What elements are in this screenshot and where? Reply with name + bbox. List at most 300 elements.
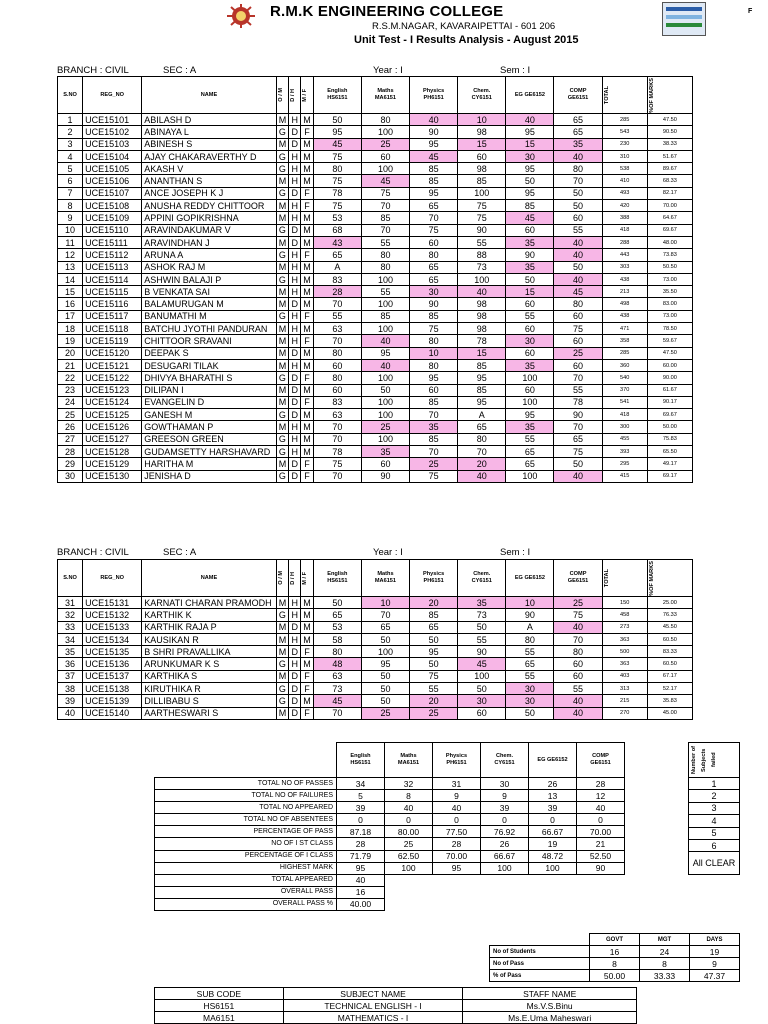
cell: 7 xyxy=(58,187,83,199)
cell: B VENKATA SAI xyxy=(142,286,276,298)
table-row xyxy=(58,273,693,285)
cell: 50 xyxy=(410,633,458,645)
stats-label: PERCENTAGE OF PASS xyxy=(155,826,337,838)
cell: 65 xyxy=(554,126,602,138)
cell: UCE15119 xyxy=(83,335,142,347)
cell: 393 xyxy=(602,446,647,458)
cell: 100 xyxy=(361,372,409,384)
cell: H xyxy=(289,359,301,371)
quota-value: 47.37 xyxy=(690,970,740,982)
subject-name: Chem. xyxy=(473,571,491,577)
cell: 55 xyxy=(361,236,409,248)
cell: 40 xyxy=(361,359,409,371)
col-subject-1 xyxy=(361,77,409,114)
cell: UCE15120 xyxy=(83,347,142,359)
cell: 50 xyxy=(506,707,554,719)
cell: D xyxy=(289,683,301,695)
empty-cell xyxy=(385,874,433,886)
subject-cell: Ms.V.S.Binu xyxy=(463,1000,637,1012)
cell: H xyxy=(289,633,301,645)
cell: 98 xyxy=(458,163,506,175)
subject-code: CY6151 xyxy=(494,760,515,766)
cell: H xyxy=(289,310,301,322)
corner-mark: F xyxy=(748,8,753,15)
subject-code: HS6151 xyxy=(327,95,348,101)
table-row xyxy=(58,310,693,322)
stats-value: 9 xyxy=(481,790,529,802)
cell: KARTHIK K xyxy=(142,609,276,621)
cell: M xyxy=(276,335,289,347)
cell: D xyxy=(289,236,301,248)
cell: KIRUTHIKA R xyxy=(142,683,276,695)
cell: 73 xyxy=(458,609,506,621)
cell: 50 xyxy=(313,597,361,609)
cell: 100 xyxy=(458,670,506,682)
cell: M xyxy=(276,323,289,335)
cell: M xyxy=(276,396,289,408)
cell: 285 xyxy=(602,114,647,126)
col-subject-3 xyxy=(481,743,529,778)
cell: 50 xyxy=(361,670,409,682)
cell: 25 xyxy=(361,421,409,433)
cell: 2 xyxy=(58,126,83,138)
col-subject-5 xyxy=(577,743,625,778)
cell: 403 xyxy=(602,670,647,682)
totals-value: 40.00 xyxy=(337,898,385,910)
subject-code: CY6151 xyxy=(471,578,492,584)
cell: 85 xyxy=(361,310,409,322)
cell: UCE15128 xyxy=(83,446,142,458)
stats-row xyxy=(155,802,625,814)
stats-value: 71.79 xyxy=(337,850,385,862)
cell: 52.17 xyxy=(647,683,692,695)
failed-row xyxy=(689,839,740,851)
cell: 35 xyxy=(458,597,506,609)
stats-value: 95 xyxy=(337,862,385,874)
stats-value: 48.72 xyxy=(529,850,577,862)
cell: 20 xyxy=(410,597,458,609)
col-subject-2 xyxy=(410,77,458,114)
cell: 64.67 xyxy=(647,212,692,224)
cell: D xyxy=(289,409,301,421)
col-subject-1 xyxy=(385,743,433,778)
cell: D xyxy=(289,621,301,633)
subject-name: Maths xyxy=(400,753,417,759)
cell: UCE15127 xyxy=(83,433,142,445)
cell: F xyxy=(301,470,314,482)
table-row xyxy=(58,646,693,658)
failed-value: All CLEAR xyxy=(689,852,740,875)
empty-cell xyxy=(385,898,433,910)
subject-name: English xyxy=(327,571,348,577)
table-row xyxy=(58,236,693,248)
cell: 30 xyxy=(506,695,554,707)
failed-row xyxy=(689,778,740,790)
failed-value: 1 xyxy=(689,778,740,790)
cell: UCE15115 xyxy=(83,286,142,298)
stats-value: 52.50 xyxy=(577,850,625,862)
cell: 69.67 xyxy=(647,409,692,421)
cell: ARUNKUMAR K S xyxy=(142,658,276,670)
failed-value: 6 xyxy=(689,839,740,851)
cell: M xyxy=(301,236,314,248)
cell: 100 xyxy=(458,273,506,285)
cell: 21 xyxy=(58,359,83,371)
col-dh-label: D / H xyxy=(290,571,297,585)
cell: 68.33 xyxy=(647,175,692,187)
cell: 36 xyxy=(58,658,83,670)
cell: 50 xyxy=(410,658,458,670)
cell: 458 xyxy=(602,609,647,621)
cell: 15 xyxy=(506,286,554,298)
cell: 60 xyxy=(361,150,409,162)
cell: 40 xyxy=(554,695,602,707)
cell: F xyxy=(301,670,314,682)
cell: 40 xyxy=(458,470,506,482)
cell: 47.50 xyxy=(647,347,692,359)
quota-value: 50.00 xyxy=(590,970,640,982)
cell: 55 xyxy=(506,646,554,658)
stats-value: 100 xyxy=(385,862,433,874)
cell: M xyxy=(276,114,289,126)
col-reg-no: REG_NO xyxy=(83,77,142,114)
cell: 90 xyxy=(458,646,506,658)
cell: F xyxy=(301,458,314,470)
cell: H xyxy=(289,609,301,621)
cell: H xyxy=(289,175,301,187)
subject-code: HS6151 xyxy=(350,760,371,766)
cell: 95 xyxy=(458,396,506,408)
cell: 60.50 xyxy=(647,658,692,670)
stats-value: 0 xyxy=(433,814,481,826)
cell: 88 xyxy=(458,249,506,261)
stats-value: 28 xyxy=(577,778,625,790)
cell: M xyxy=(301,138,314,150)
quota-value: 16 xyxy=(590,946,640,958)
cell: 303 xyxy=(602,261,647,273)
cell: 82.17 xyxy=(647,187,692,199)
cell: 10 xyxy=(458,114,506,126)
cell: 70 xyxy=(554,372,602,384)
cell: UCE15129 xyxy=(83,458,142,470)
cell: H xyxy=(289,286,301,298)
quota-value: 33.33 xyxy=(640,970,690,982)
subject-name: Chem. xyxy=(495,753,514,759)
col-om-label: O / M xyxy=(277,88,284,102)
cell: 70 xyxy=(361,609,409,621)
subject-code: GE6151 xyxy=(567,95,589,101)
cell: 60 xyxy=(506,298,554,310)
cell: 55 xyxy=(361,286,409,298)
cell: 1 xyxy=(58,114,83,126)
cell: UCE15118 xyxy=(83,323,142,335)
stats-row xyxy=(155,814,625,826)
quota-row xyxy=(490,970,740,982)
cell: 90 xyxy=(554,409,602,421)
cell: 26 xyxy=(58,421,83,433)
cell: 78.50 xyxy=(647,323,692,335)
subject-statistics-table xyxy=(154,742,625,911)
quota-value: 24 xyxy=(640,946,690,958)
subject-code: GE6151 xyxy=(590,760,611,766)
cell: 19 xyxy=(58,335,83,347)
cell: M xyxy=(301,175,314,187)
stats-row xyxy=(155,826,625,838)
cell: 65 xyxy=(410,273,458,285)
empty-cell xyxy=(433,898,481,910)
cell: G xyxy=(276,224,289,236)
cell: 438 xyxy=(602,310,647,322)
failed-value: 5 xyxy=(689,827,740,839)
cell: UCE15135 xyxy=(83,646,142,658)
cell: 76.33 xyxy=(647,609,692,621)
stats-row xyxy=(155,862,625,874)
cell: 538 xyxy=(602,163,647,175)
table-row xyxy=(58,138,693,150)
cell: 20 xyxy=(410,695,458,707)
college-emblem-icon xyxy=(224,4,258,28)
cell: 90.00 xyxy=(647,372,692,384)
subject-name: EG GE6152 xyxy=(514,574,545,581)
cell: 85 xyxy=(506,200,554,212)
cell: UCE15133 xyxy=(83,621,142,633)
stats-value: 62.50 xyxy=(385,850,433,862)
cell: 60 xyxy=(554,212,602,224)
cell: 61.67 xyxy=(647,384,692,396)
stats-value: 19 xyxy=(529,838,577,850)
cell: D xyxy=(289,384,301,396)
cell: 85 xyxy=(361,212,409,224)
blank-cell xyxy=(490,934,590,946)
cell: 95 xyxy=(313,126,361,138)
stats-row xyxy=(155,850,625,862)
cell: 40 xyxy=(58,707,83,719)
cell: 40 xyxy=(554,273,602,285)
cell: 17 xyxy=(58,310,83,322)
failed-header xyxy=(689,743,740,778)
cell: 43 xyxy=(313,236,361,248)
col-percent-label: %OF MARKS xyxy=(648,77,655,113)
cell: AKASH V xyxy=(142,163,276,175)
cell: H xyxy=(289,114,301,126)
col-total-label: TOTAL xyxy=(603,568,610,588)
cell: 75 xyxy=(554,609,602,621)
cell: 85 xyxy=(410,433,458,445)
subject-header: STAFF NAME xyxy=(463,988,637,1000)
col-name: NAME xyxy=(142,77,276,114)
totals-row xyxy=(155,886,625,898)
cell: 90.17 xyxy=(647,396,692,408)
cell: 50 xyxy=(554,200,602,212)
subject-name: COMP xyxy=(569,571,587,577)
col-percent xyxy=(647,560,692,597)
cell: 80 xyxy=(554,646,602,658)
cell: UCE15136 xyxy=(83,658,142,670)
cell: M xyxy=(276,621,289,633)
cell: M xyxy=(301,212,314,224)
cell: M xyxy=(276,236,289,248)
cell: 15 xyxy=(458,347,506,359)
cell: 55 xyxy=(554,384,602,396)
cell: 388 xyxy=(602,212,647,224)
semester-label: Sem : I xyxy=(500,547,531,558)
cell: 38.33 xyxy=(647,138,692,150)
cell: H xyxy=(289,446,301,458)
cell: H xyxy=(289,421,301,433)
table-row xyxy=(58,433,693,445)
cell: 358 xyxy=(602,335,647,347)
cell: M xyxy=(276,286,289,298)
cell: 68 xyxy=(313,224,361,236)
cell: 98 xyxy=(458,298,506,310)
cell: 50.00 xyxy=(647,421,692,433)
cell: 60 xyxy=(313,384,361,396)
cell: 90 xyxy=(361,470,409,482)
cell: 45 xyxy=(361,175,409,187)
cell: 50 xyxy=(361,633,409,645)
cell: 95 xyxy=(506,409,554,421)
cell: 48.00 xyxy=(647,236,692,248)
cell: 80 xyxy=(361,249,409,261)
empty-cell xyxy=(385,886,433,898)
cell: H xyxy=(289,150,301,162)
table-row xyxy=(58,707,693,719)
stats-label: TOTAL NO OF PASSES xyxy=(155,778,337,790)
results-table xyxy=(57,76,693,483)
cell: AARTHESWARI S xyxy=(142,707,276,719)
cell: M xyxy=(301,609,314,621)
subject-code: MA6151 xyxy=(374,95,397,101)
cell: 300 xyxy=(602,421,647,433)
year-label: Year : I xyxy=(373,547,403,558)
cell: 95 xyxy=(410,372,458,384)
quota-row xyxy=(490,946,740,958)
failed-value: 4 xyxy=(689,815,740,827)
col-subject-2 xyxy=(410,560,458,597)
cell: 45 xyxy=(554,286,602,298)
stats-value: 28 xyxy=(433,838,481,850)
cell: H xyxy=(289,433,301,445)
cell: UCE15130 xyxy=(83,470,142,482)
cell: D xyxy=(289,298,301,310)
cell: G xyxy=(276,409,289,421)
col-subject-0 xyxy=(313,560,361,597)
cell: 75 xyxy=(410,670,458,682)
cell: 14 xyxy=(58,273,83,285)
cell: UCE15137 xyxy=(83,670,142,682)
col-mf-label: M / F xyxy=(302,88,309,102)
cell: H xyxy=(289,249,301,261)
cell: 100 xyxy=(361,433,409,445)
col-om xyxy=(276,560,289,597)
col-subject-4 xyxy=(506,560,554,597)
cell: 50 xyxy=(554,458,602,470)
branch-label: BRANCH : CIVIL xyxy=(57,547,129,558)
cell: D xyxy=(289,138,301,150)
cell: 60 xyxy=(313,359,361,371)
cell: 63 xyxy=(313,323,361,335)
cell: 55 xyxy=(506,670,554,682)
cell: 100 xyxy=(361,298,409,310)
cell: 100 xyxy=(361,126,409,138)
failed-row xyxy=(689,815,740,827)
cell: 95 xyxy=(410,646,458,658)
stats-row xyxy=(155,838,625,850)
cell: ASHWIN BALAJI P xyxy=(142,273,276,285)
stats-value: 70.00 xyxy=(433,850,481,862)
cell: M xyxy=(276,138,289,150)
cell: M xyxy=(301,633,314,645)
cell: 73.00 xyxy=(647,273,692,285)
stats-value: 77.50 xyxy=(433,826,481,838)
table-row xyxy=(58,212,693,224)
cell: 73 xyxy=(313,683,361,695)
cell: UCE15104 xyxy=(83,150,142,162)
cell: 75 xyxy=(554,323,602,335)
cell: UCE15113 xyxy=(83,261,142,273)
cell: 90 xyxy=(410,298,458,310)
cell: 70 xyxy=(313,421,361,433)
col-total xyxy=(602,77,647,114)
col-subject-5 xyxy=(554,77,602,114)
totals-value: 40 xyxy=(337,874,385,886)
cell: 60 xyxy=(506,347,554,359)
stats-value: 40 xyxy=(433,802,481,814)
cell: KARTHIKA S xyxy=(142,670,276,682)
cell: 85 xyxy=(410,163,458,175)
cell: 40 xyxy=(554,249,602,261)
stats-value: 100 xyxy=(481,862,529,874)
cell: 100 xyxy=(458,187,506,199)
stats-value: 87.18 xyxy=(337,826,385,838)
cell: 29 xyxy=(58,458,83,470)
col-mf xyxy=(301,77,314,114)
cell: H xyxy=(289,273,301,285)
cell: B SHRI PRAVALLIKA xyxy=(142,646,276,658)
stats-value: 12 xyxy=(577,790,625,802)
stats-value: 66.67 xyxy=(481,850,529,862)
cell: 50 xyxy=(361,695,409,707)
quota-value: 8 xyxy=(590,958,640,970)
stats-value: 25 xyxy=(385,838,433,850)
stats-label: TOTAL NO OF ABSENTEES xyxy=(155,814,337,826)
cell: 90 xyxy=(506,249,554,261)
cell: 35 xyxy=(410,421,458,433)
quota-label: No of Students xyxy=(490,946,590,958)
cell: 83 xyxy=(313,396,361,408)
cell: 30 xyxy=(58,470,83,482)
cell: 75 xyxy=(410,470,458,482)
cell: 80 xyxy=(313,163,361,175)
cell: 100 xyxy=(506,396,554,408)
cell: 6 xyxy=(58,175,83,187)
cell: ABINAYA L xyxy=(142,126,276,138)
cell: 12 xyxy=(58,249,83,261)
cell: ARAVINDHAN J xyxy=(142,236,276,248)
col-sno: S.NO xyxy=(58,560,83,597)
table-row xyxy=(58,384,693,396)
stats-label: TOTAL NO OF FAILURES xyxy=(155,790,337,802)
subject-cell: HS6151 xyxy=(155,1000,284,1012)
cell: 8 xyxy=(58,200,83,212)
table-row xyxy=(58,261,693,273)
cell: 543 xyxy=(602,126,647,138)
subject-staff-table xyxy=(154,987,637,1024)
cell: D xyxy=(289,646,301,658)
cell: 65 xyxy=(506,458,554,470)
cell: 273 xyxy=(602,621,647,633)
table-row xyxy=(58,187,693,199)
